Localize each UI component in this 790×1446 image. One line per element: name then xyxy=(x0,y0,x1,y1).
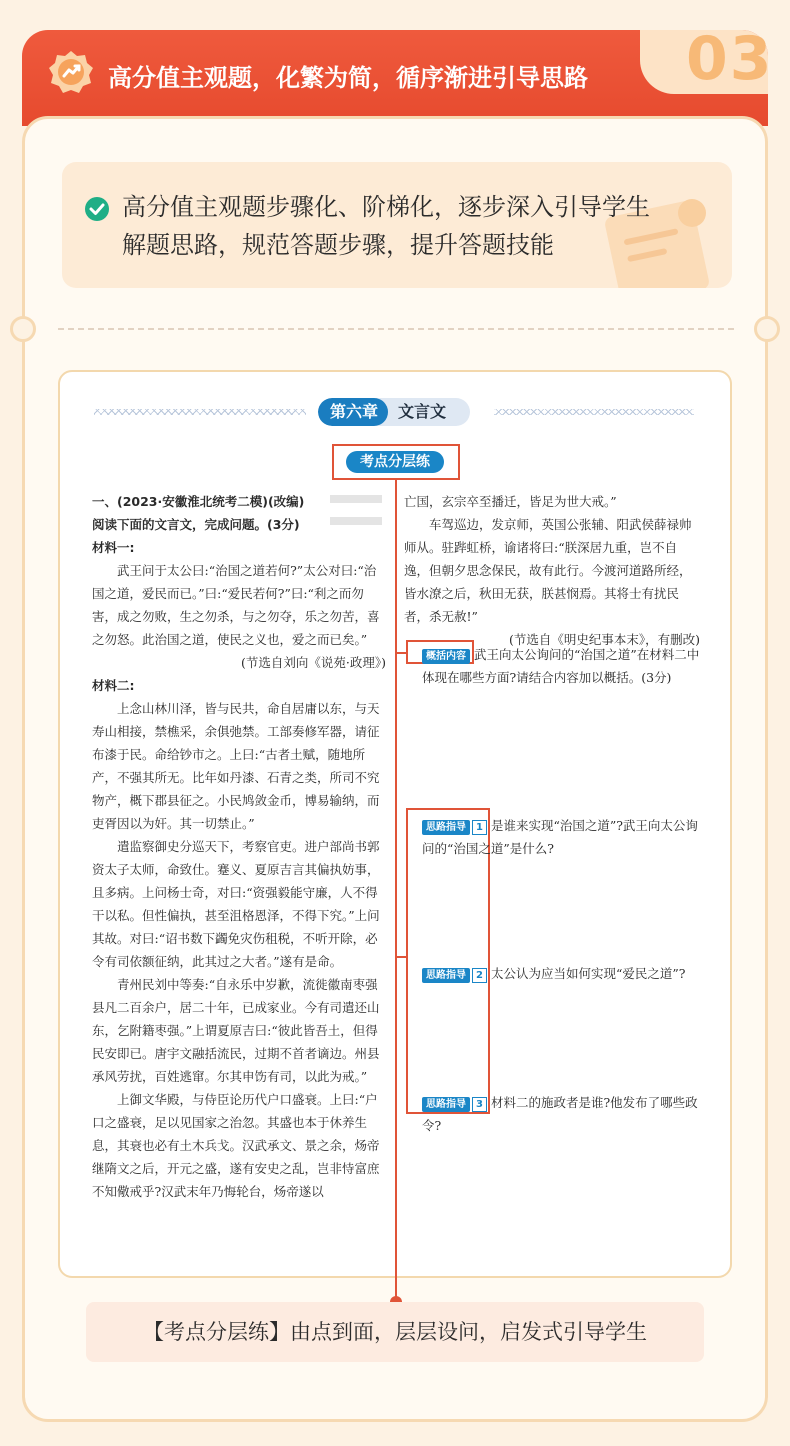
feature-text xyxy=(122,188,712,264)
guidance-tag: 思路指导 xyxy=(422,968,470,983)
feature-line-1: 高分值主观题步骤化、阶梯化，逐步深入引导学生 xyxy=(122,193,650,221)
material-2-paragraph: 上御文华殿，与侍臣论历代户口盛衰。上曰:“户口之盛衰，足以见国家之治忽。其盛也本于休养生息，其衰也必有土木兵戈。汉武承文、景之余，炀帝继隋文之后，开元之盛，遂有安史之乱，岂非恃富庶不知儆戒乎?汉武末年乃悔轮台，炀帝遂以 xyxy=(92,1092,380,1199)
material-2-paragraph: 上念山林川泽，皆与民共，命自居庸以东，与天寿山相接，禁樵采，余俱弛禁。工部奏修军器，请征布漆于民。命给钞市之。上曰:“古者土赋，随地所产，不强其所无。比年如丹漆、石青之类，所司不究物产，概下郡县征之。小民鸠敛金币，博易输纳，而吏胥因以为奸。其一切禁止。” xyxy=(92,701,380,831)
guidance-item-1 xyxy=(422,814,700,860)
chapter-name: 文言文 xyxy=(398,402,447,421)
left-column xyxy=(92,490,386,1203)
material-1-citation: (节选自刘向《说苑·政理》) xyxy=(241,655,386,670)
medal-icon xyxy=(46,48,96,98)
material-2-paragraph: 遣监察御史分巡天下，考察官吏。进户部尚书郭资太子太师，命致仕。蹇义、夏原吉言其偏执妨事，且多病。上问杨士奇，对曰:“资强毅能守廉，人不得干以私。但性偏执，甚至沮格恩泽，不得下究。”上问其故。对曰:“诏书数下蠲免灾伤租税，不听开除，必令有司依额征纳，此其过之大者。”遂有是命。 xyxy=(92,839,380,969)
chapter-ornament-right xyxy=(494,409,694,415)
guidance-tag: 思路指导 xyxy=(422,1097,470,1112)
section-title: 考点分层练 xyxy=(346,451,444,473)
material-2-paragraph: 车驾巡边，发京师，英国公张辅、阳武侯薛禄帅师从。驻跸虹桥，谕诸将曰:“朕深居九重，岂不自逸，但朝夕思念保民，故有此行。今渡河道路所经，皆水潦之后，秋田无获，朕甚悯焉。其将士有扰民者，杀无赦!” xyxy=(404,517,692,624)
guidance-tag: 思路指导 xyxy=(422,820,470,835)
check-circle-icon xyxy=(84,196,110,222)
guidance-number: 1 xyxy=(472,820,487,835)
blurred-label-stub xyxy=(330,495,382,503)
material-1-text: 武王问于太公曰:“治国之道若何?”太公对曰:“治国之道，爱民而已。”曰:“爱民若何?”曰:“利之而勿害，成之勿败，生之勿杀，与之勿夺，乐之勿苦，喜之勿怒。此治国之道，使民之义也，爱之而已矣。” xyxy=(92,563,380,647)
blurred-label-stub xyxy=(330,517,382,525)
question-instruction: 阅读下面的文言文，完成问题。(3分) xyxy=(92,517,300,532)
card-notch-right xyxy=(754,316,780,342)
material-2-citation: (节选自《明史纪事本末》，有删改) xyxy=(508,632,700,647)
card-notch-left xyxy=(10,316,36,342)
material-2-paragraph: 青州民刘中等奏:“自永乐中岁歉，流徙徽南枣强县凡二百余户，居二十年，已成家业。今有司遣还山东，乞附籍枣强。”上谓夏原吉曰:“彼此皆吾土，但得民安即已。唐宇文融括流民，过期不首者谪边。州县承风劳扰，百姓逃窜。尔其申饬有司，以此为戒。” xyxy=(92,977,380,1084)
dotted-divider xyxy=(58,328,734,330)
header-title: 高分值主观题，化繁为简，循序渐进引导思路 xyxy=(108,64,588,92)
guidance-item-3 xyxy=(422,1091,700,1137)
connector-branch xyxy=(397,652,407,654)
guidance-item-2 xyxy=(422,962,700,985)
question-tag: 概括内容 xyxy=(422,649,470,664)
guidance-text: 材料二的施政者是谁?他发布了哪些政令? xyxy=(422,1095,698,1133)
material-2-title: 材料二: xyxy=(92,678,135,693)
right-column xyxy=(404,490,700,651)
connector-branch xyxy=(397,956,407,958)
guidance-text: 太公认为应当如何实现“爱民之道”? xyxy=(490,966,686,981)
question-text: 武王向太公询问的“治国之道”在材料二中体现在哪些方面?请结合内容加以概括。(3分) xyxy=(422,647,700,685)
connector-line xyxy=(395,480,397,1298)
bottom-caption: 【考点分层练】由点到面，层层设问，启发式引导学生 xyxy=(86,1302,704,1362)
guidance-number: 2 xyxy=(472,968,487,983)
question-source: 一、(2023·安徽淮北统考二模)(改编) xyxy=(92,494,305,509)
chapter-heading xyxy=(318,398,470,426)
chapter-number: 第六章 xyxy=(318,398,388,426)
header-number: 03 xyxy=(686,24,774,94)
feature-line-2: 解题思路，规范答题步骤，提升答题技能 xyxy=(122,231,554,259)
material-2-continuation: 亡国，玄宗卒至播迁，皆足为世大戒。” xyxy=(404,494,617,509)
guidance-number: 3 xyxy=(472,1097,487,1112)
chapter-ornament-left xyxy=(94,409,306,415)
question-block xyxy=(422,643,700,689)
guidance-text: 是谁来实现“治国之道”?武王向太公询问的“治国之道”是什么? xyxy=(422,818,698,856)
material-1-title: 材料一: xyxy=(92,540,135,555)
